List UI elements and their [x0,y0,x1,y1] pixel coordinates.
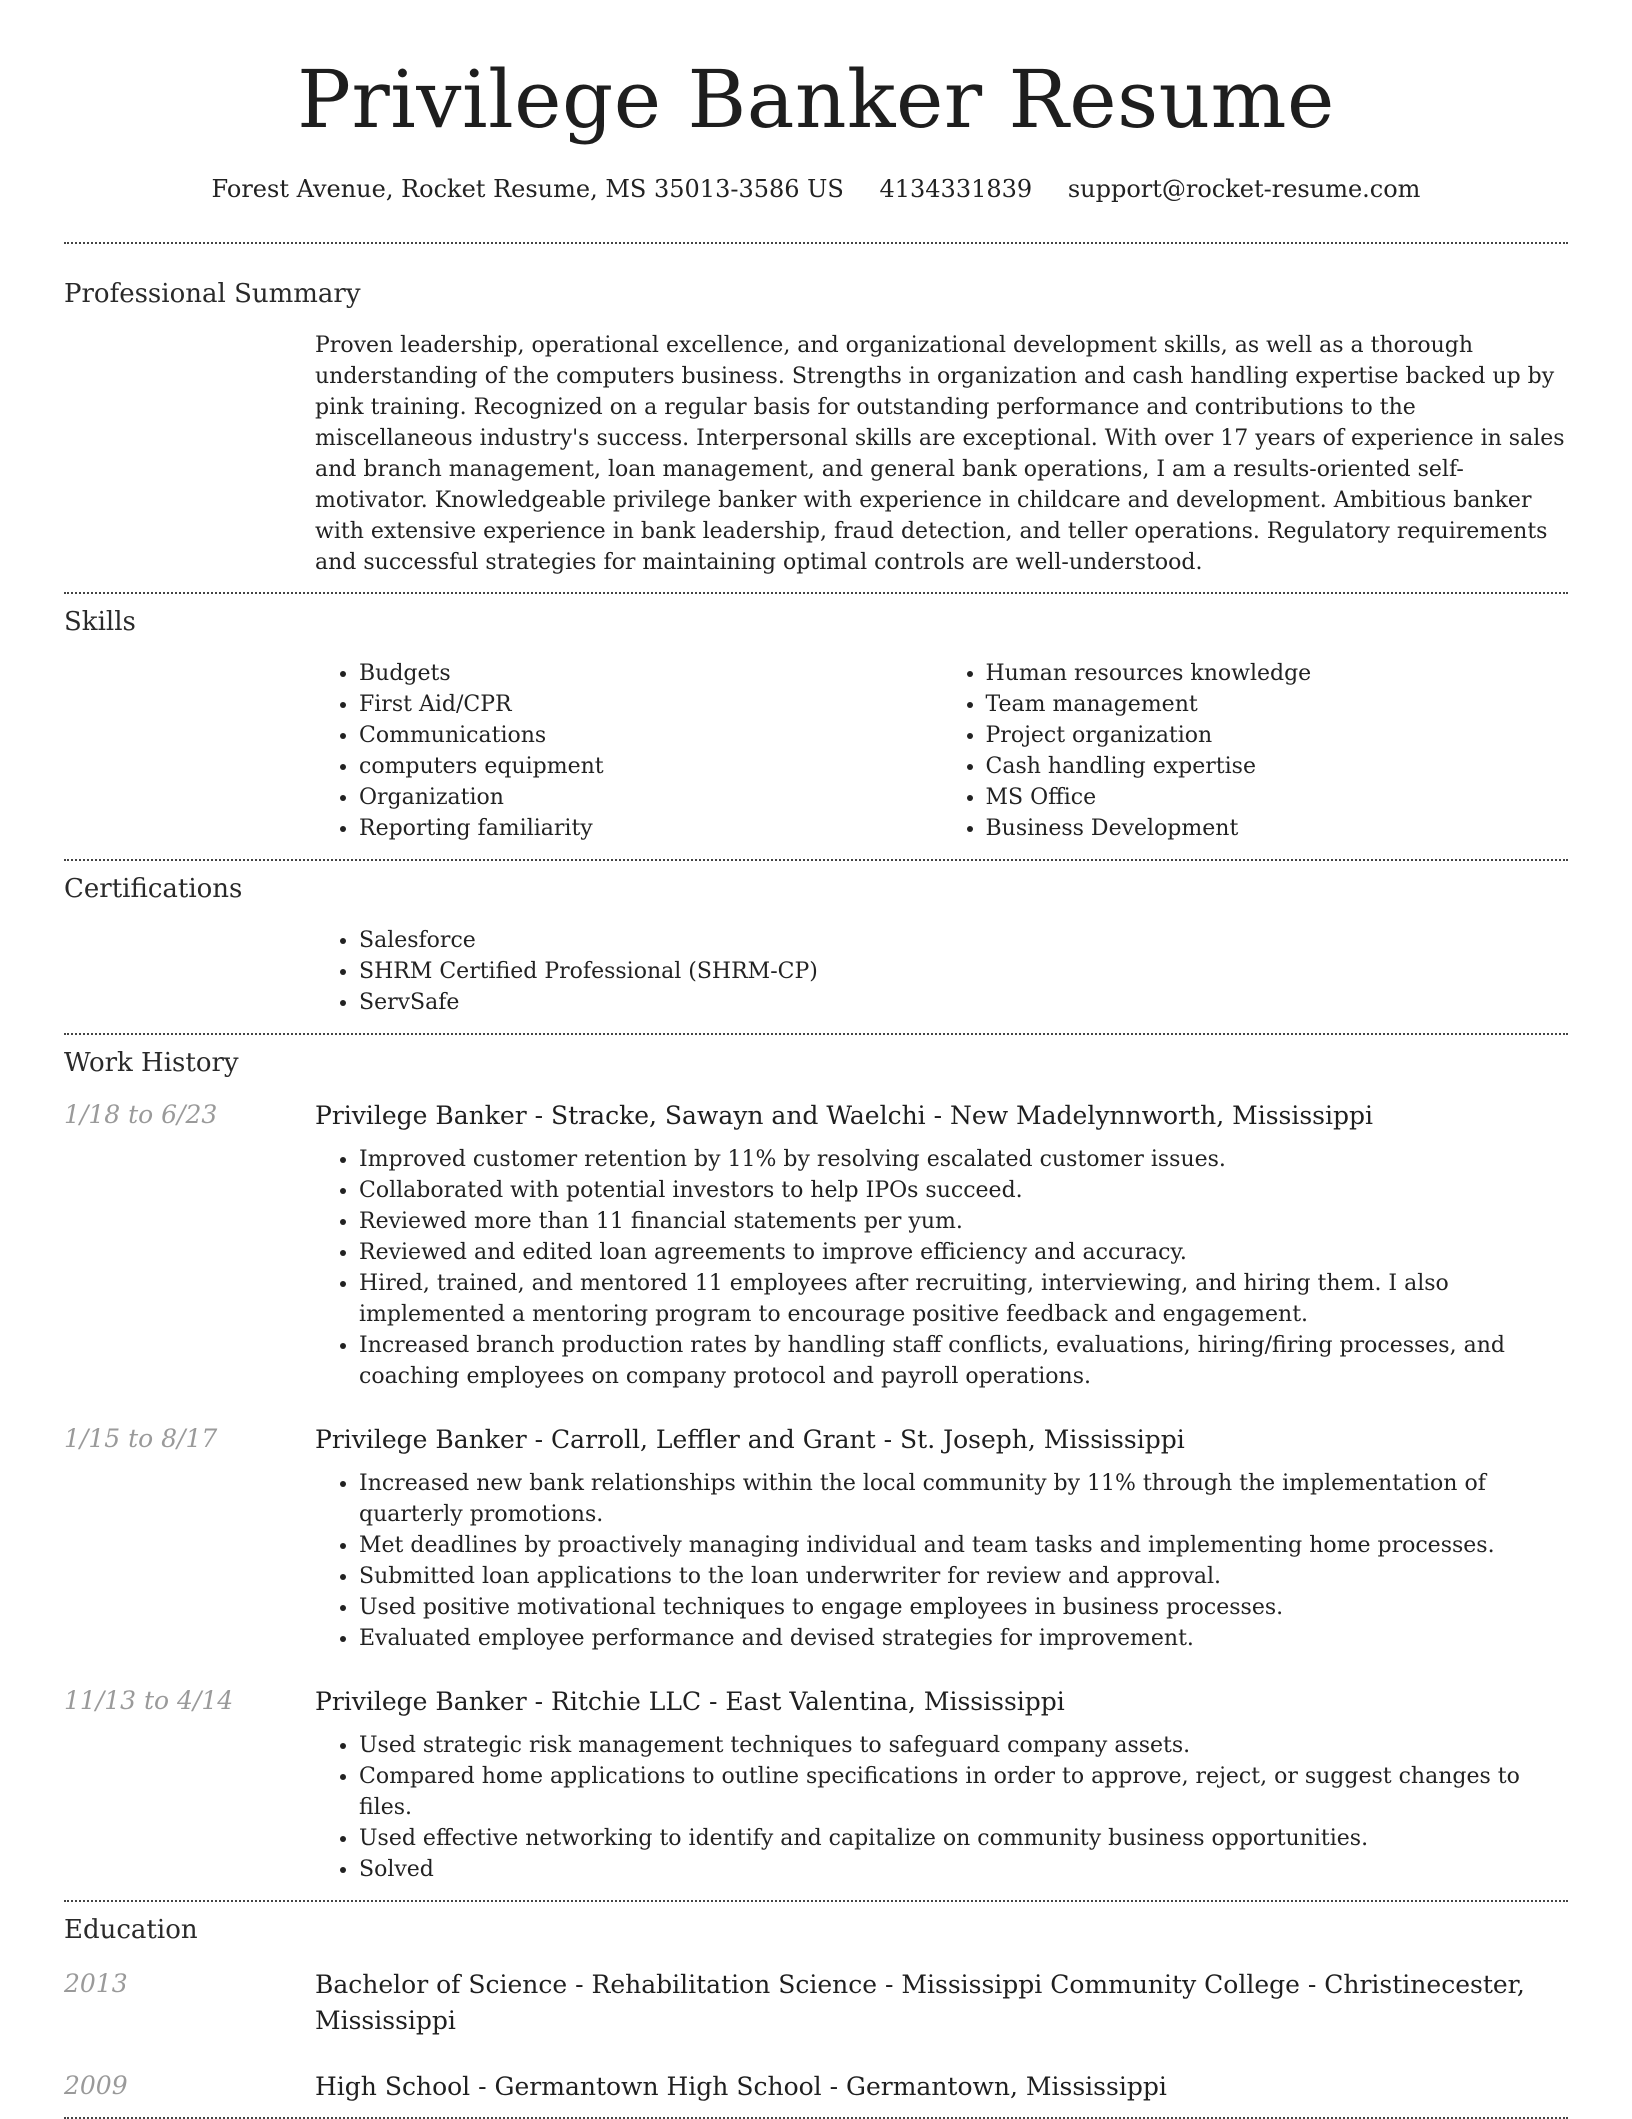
job-entry [64,1098,1568,1392]
skill-item: • Business Development [986,813,1569,844]
contact-phone: 4134331839 [879,175,1033,203]
education-entry [64,1967,1568,2039]
skill-item: • Organization [359,782,942,813]
job-bullet: • Collaborated with potential investors to help IPOs succeed. [359,1175,1568,1206]
job-title: Privilege Banker - Ritchie LLC - East Valentina, Mississippi [315,1687,1065,1716]
education-title: Bachelor of Science - Rehabilitation Science - Mississippi Community College - Christinecester, Mississippi [315,1970,1525,2035]
skill-item: • computers equipment [359,751,942,782]
work-history-section [64,1035,1568,1900]
job-entry [64,1422,1568,1654]
job-bullet: • Submitted loan applications to the loan underwriter for review and approval. [359,1561,1568,1592]
certification-item: • SHRM Certified Professional (SHRM-CP) [359,956,1568,987]
job-details [315,1422,1568,1654]
certifications-list [315,925,1568,1018]
resume-title: Privilege Banker Resume [297,53,1335,146]
job-bullet: • Reviewed more than 11 financial statements per yum. [359,1206,1568,1237]
skills-section [64,594,1568,859]
job-title: Privilege Banker - Carroll, Leffler and Grant - St. Joseph, Mississippi [315,1425,1185,1454]
job-bullet: • Increased branch production rates by handling staff conflicts, evaluations, hiring/firing processes, and coaching employees on company protocol and payroll operations. [359,1330,1568,1392]
skill-item: • Project organization [986,720,1569,751]
skill-item: • MS Office [986,782,1569,813]
job-bullet: • Used positive motivational techniques to engage employees in business processes. [359,1592,1568,1623]
skills-list-left [315,658,942,844]
education-year: 2009 [64,2071,128,2100]
contact-email: support@rocket-resume.com [1067,175,1421,203]
skill-item: • Human resources knowledge [986,658,1569,689]
job-bullet: • Hired, trained, and mentored 11 employees after recruiting, interviewing, and hiring them. I also implemented a mentoring program to encourage positive feedback and engagement. [359,1268,1568,1330]
skills-list-right [942,658,1569,844]
education-heading: Education [64,1915,198,1945]
job-bullet: • Used effective networking to identify and capitalize on community business opportunities. [359,1823,1568,1854]
job-dates: 11/13 to 4/14 [64,1686,234,1715]
education-details [315,1967,1568,2039]
job-bullet: • Compared home applications to outline specifications in order to approve, reject, or suggest changes to files. [359,1761,1568,1823]
job-bullet: • Improved customer retention by 11% by resolving escalated customer issues. [359,1144,1568,1175]
job-bullet: • Increased new bank relationships within the local community by 11% through the implementation of quarterly promotions. [359,1468,1568,1530]
job-bullets [315,1468,1568,1654]
skill-item: • Cash handling expertise [986,751,1569,782]
summary-section [64,244,1568,592]
education-title: High School - Germantown High School - Germantown, Mississippi [315,2072,1167,2101]
job-bullet: • Met deadlines by proactively managing individual and team tasks and implementing home processes. [359,1530,1568,1561]
summary-heading: Professional Summary [64,279,361,309]
skill-item: • Budgets [359,658,942,689]
job-title: Privilege Banker - Stracke, Sawayn and Waelchi - New Madelynnworth, Mississippi [315,1101,1374,1130]
certifications-body [315,925,1568,1018]
job-bullets [315,1730,1568,1885]
certifications-section [64,861,1568,1033]
job-bullet: • Reviewed and edited loan agreements to improve efficiency and accuracy. [359,1237,1568,1268]
skill-item: • First Aid/CPR [359,689,942,720]
certifications-heading: Certifications [64,874,243,904]
job-entry [64,1684,1568,1885]
job-details [315,1684,1568,1885]
job-bullet: • Evaluated employee performance and devised strategies for improvement. [359,1623,1568,1654]
education-details [315,2069,1568,2105]
job-dates: 1/15 to 8/17 [64,1424,218,1453]
education-year: 2013 [64,1969,128,1998]
certification-item: • ServSafe [359,987,1568,1018]
certification-item: • Salesforce [359,925,1568,956]
summary-text: Proven leadership, operational excellence, and organizational development skills, as well as a thorough understanding of the computers business. Strengths in organization and cash handling expertise backed up by pink training. Recognized on a regular basis for outstanding performance and contributions to the miscellaneous industry's success. Interpersonal skills are exceptional. With over 17 years of experience in sales and branch management, loan management, and general bank operations, I am a results-oriented self-motivator. Knowledgeable privilege banker with experience in childcare and development. Ambitious banker with extensive experience in bank leadership, fraud detection, and teller operations. Regulatory requirements and successful strategies for maintaining optimal controls are well-understood. [315,333,1565,575]
job-bullets [315,1144,1568,1392]
education-entry [64,2069,1568,2105]
skill-item: • Reporting familiarity [359,813,942,844]
contact-line [64,174,1568,204]
education-section [64,1902,1568,2117]
skill-item: • Team management [986,689,1569,720]
job-bullet: • Solved [359,1854,1568,1885]
work-history-heading: Work History [64,1048,239,1078]
skills-heading: Skills [64,607,136,637]
job-bullet: • Used strategic risk management techniques to safeguard company assets. [359,1730,1568,1761]
skills-columns [315,658,1568,844]
skill-item: • Communications [359,720,942,751]
job-details [315,1098,1568,1392]
job-dates: 1/18 to 6/23 [64,1100,218,1129]
contact-address: Forest Avenue, Rocket Resume, MS 35013-3586 US [211,175,844,203]
